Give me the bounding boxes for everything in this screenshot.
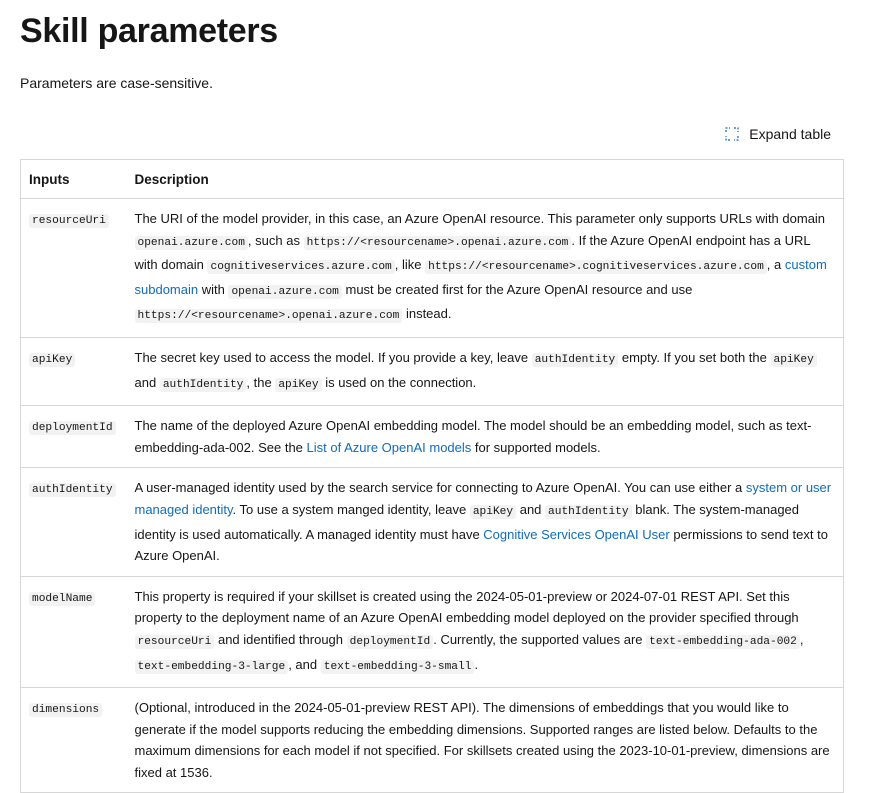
description-text: , like bbox=[394, 257, 426, 273]
param-name-cell bbox=[21, 576, 127, 687]
description-text: and identified through bbox=[214, 631, 347, 647]
expand-icon bbox=[725, 127, 739, 141]
description-text: empty. If you set both the bbox=[618, 349, 771, 365]
description-text: (Optional, introduced in the 2024-05-01-preview REST API). The dimensions of embeddings that you would like to generate if the model supports reducing the embedding dimensions. Supported ranges are listed below. Defaults to the maximum dimensions for each model if not specified. For skillsets created using the 2023-10-01-preview, dimensions are fixed at 1536. bbox=[134, 700, 830, 780]
description-text: with bbox=[198, 281, 229, 297]
description-text: is used on the connection. bbox=[321, 374, 477, 390]
description-text: , such as bbox=[247, 232, 304, 248]
inline-code: https://<resourcename>.openai.azure.com bbox=[135, 309, 403, 323]
inline-code: https://<resourcename>.openai.azure.com bbox=[304, 236, 572, 250]
description-text: , and bbox=[288, 656, 321, 672]
inline-code: deploymentId bbox=[347, 635, 434, 649]
inline-code: https://<resourcename>.cognitiveservices.azure.com bbox=[425, 260, 767, 274]
param-description bbox=[127, 468, 844, 576]
description-text: . If the Azure OpenAI endpoint has a URL with domain bbox=[134, 232, 811, 273]
param-description bbox=[127, 199, 844, 338]
doc-link[interactable]: Cognitive Services OpenAI User bbox=[483, 526, 670, 542]
description-text: and bbox=[516, 501, 546, 517]
param-name: deploymentId bbox=[29, 421, 116, 435]
expand-table-label: Expand table bbox=[749, 126, 831, 142]
description-text: The name of the deployed Azure OpenAI embedding model. The model should be an embedding model, such as text-embedding-ada-002. See the bbox=[134, 418, 812, 455]
table-row bbox=[21, 406, 844, 468]
param-name: apiKey bbox=[29, 353, 75, 367]
param-name: dimensions bbox=[29, 703, 102, 717]
inline-code: apiKey bbox=[771, 353, 817, 367]
page-title: Skill parameters bbox=[20, 12, 278, 50]
header-description: Description bbox=[127, 160, 844, 199]
description-text: The URI of the model provider, in this case, an Azure OpenAI resource. This parameter only supports URLs with domain bbox=[134, 211, 826, 226]
inline-code: text-embedding-ada-002 bbox=[646, 635, 800, 649]
param-name: modelName bbox=[29, 592, 95, 606]
inline-code: apiKey bbox=[275, 378, 321, 392]
inline-code: openai.azure.com bbox=[228, 285, 341, 299]
description-text: This property is required if your skillset is created using the 2024-05-01-preview or 2024-07-01 REST API. Set this property to the deployment name of an Azure OpenAI embedding model deployed on the provider specified through bbox=[134, 588, 799, 626]
inline-code: authIdentity bbox=[532, 353, 619, 367]
description-text: , bbox=[799, 631, 804, 647]
inline-code: authIdentity bbox=[545, 505, 632, 519]
description-text: instead. bbox=[402, 306, 452, 322]
table-row bbox=[21, 199, 844, 338]
inline-code: text-embedding-3-small bbox=[321, 660, 475, 674]
parameters-table bbox=[20, 159, 844, 793]
description-text: The secret key used to access the model. If you provide a key, leave bbox=[134, 349, 532, 365]
description-text: and bbox=[134, 374, 160, 390]
description-text: A user-managed identity used by the search service for connecting to Azure OpenAI. You can use either a bbox=[134, 480, 746, 496]
inline-code: apiKey bbox=[470, 505, 516, 519]
inline-code: cognitiveservices.azure.com bbox=[207, 260, 394, 274]
param-name-cell bbox=[21, 688, 127, 793]
param-name-cell bbox=[21, 406, 127, 468]
doc-link[interactable]: custom subdomain bbox=[134, 257, 827, 297]
param-description bbox=[127, 406, 844, 468]
description-text: , the bbox=[246, 374, 276, 390]
param-name: resourceUri bbox=[29, 214, 109, 228]
description-text: for supported models. bbox=[471, 439, 601, 455]
table-row bbox=[21, 576, 844, 687]
table-row bbox=[21, 337, 844, 405]
description-text: must be created first for the Azure OpenAI resource and use bbox=[341, 281, 693, 297]
param-name-cell bbox=[21, 199, 127, 338]
doc-link[interactable]: List of Azure OpenAI models bbox=[306, 439, 472, 455]
page-subtitle: Parameters are case-sensitive. bbox=[20, 75, 213, 91]
table-header-row bbox=[21, 160, 844, 199]
param-name: authIdentity bbox=[29, 483, 116, 497]
description-text: blank. The system-managed identity is used automatically. A managed identity must have bbox=[134, 501, 800, 542]
doc-link[interactable]: system or user managed identity bbox=[134, 480, 832, 517]
description-text: . bbox=[474, 656, 479, 672]
description-text: . Currently, the supported values are bbox=[433, 631, 647, 647]
expand-table-button[interactable] bbox=[725, 126, 831, 142]
table-row bbox=[21, 688, 844, 793]
inline-code: authIdentity bbox=[160, 378, 247, 392]
param-name-cell bbox=[21, 468, 127, 576]
inline-code: resourceUri bbox=[135, 635, 215, 649]
description-text: permissions to send text to Azure OpenAI. bbox=[134, 526, 828, 564]
param-description bbox=[127, 688, 844, 793]
inline-code: openai.azure.com bbox=[135, 236, 248, 250]
param-name-cell bbox=[21, 337, 127, 405]
header-inputs: Inputs bbox=[21, 160, 127, 199]
param-description bbox=[127, 337, 844, 405]
table-row bbox=[21, 468, 844, 576]
description-text: , a bbox=[766, 257, 785, 273]
param-description bbox=[127, 576, 844, 687]
description-text: . To use a system manged identity, leave bbox=[232, 501, 470, 517]
inline-code: text-embedding-3-large bbox=[135, 660, 289, 674]
